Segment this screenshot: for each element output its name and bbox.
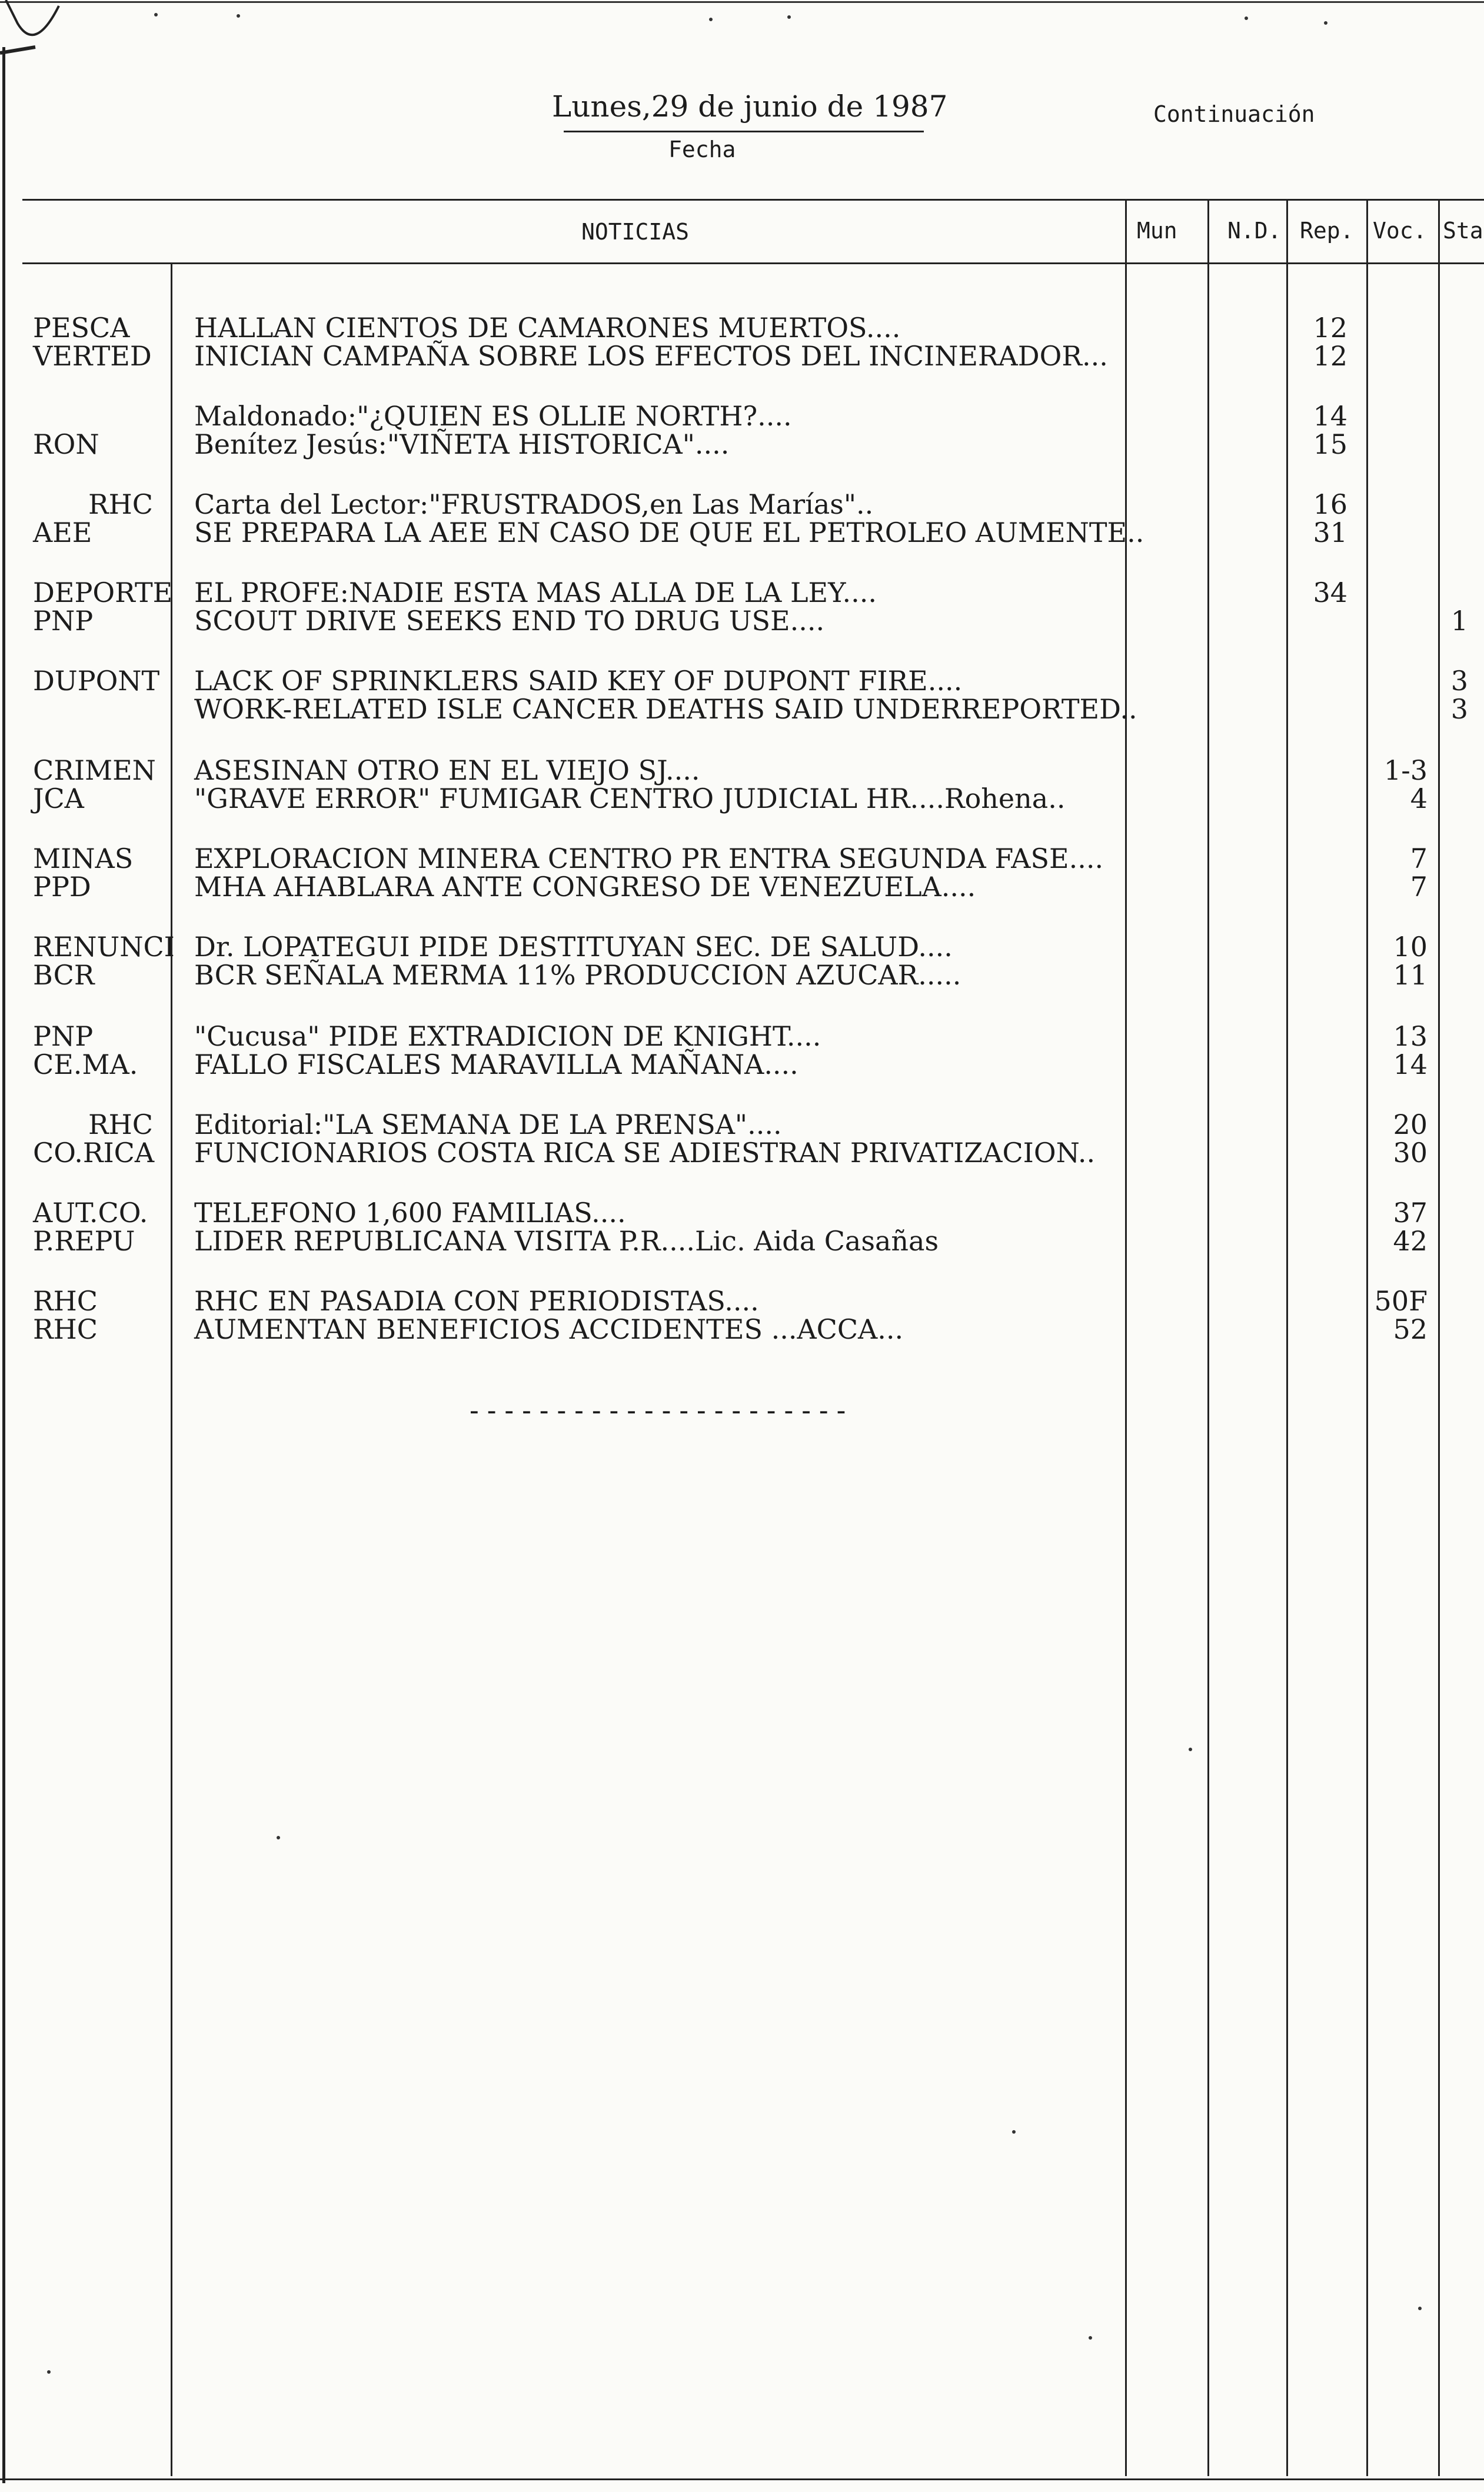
date-text: Lunes,29 de junio de 1987	[552, 89, 948, 124]
row-section-tag: PESCA	[33, 312, 130, 344]
row-voc-page: 10	[1393, 931, 1428, 963]
row-voc-page: 11	[1393, 959, 1428, 991]
speck	[47, 2370, 51, 2374]
row-voc-page: 4	[1410, 783, 1428, 814]
column-divider-rep	[1286, 199, 1288, 2476]
row-section-tag: RHC	[33, 1285, 98, 1317]
row-headline: SE PREPARA LA AEE EN CASO DE QUE EL PETROLEO AUMENTE..	[194, 517, 1144, 548]
row-headline: Editorial:"LA SEMANA DE LA PRENSA"....	[194, 1109, 782, 1140]
row-section-tag: PNP	[33, 605, 94, 637]
column-header-mun: Mun	[1137, 218, 1177, 244]
row-section-tag: RHC	[33, 1313, 98, 1345]
column-divider-nd	[1207, 199, 1209, 2476]
row-section-tag: MINAS	[33, 843, 134, 874]
speck	[1245, 16, 1248, 20]
date-underline	[564, 131, 924, 132]
row-rep-page: 31	[1313, 517, 1347, 548]
speck	[154, 13, 158, 16]
row-headline: Maldonado:"¿QUIEN ES OLLIE NORTH?....	[194, 400, 792, 432]
row-section-tag: PNP	[33, 1020, 94, 1052]
row-rep-page: 14	[1313, 400, 1347, 432]
row-rep-page: 12	[1313, 312, 1347, 344]
row-headline: LIDER REPUBLICANA VISITA P.R....Lic. Aida Casañas	[194, 1225, 939, 1257]
row-sta-page: 1	[1450, 605, 1468, 637]
row-voc-page: 30	[1393, 1137, 1428, 1169]
row-headline: SCOUT DRIVE SEEKS END TO DRUG USE....	[194, 605, 825, 637]
left-margin-line	[2, 47, 5, 2483]
column-header-nd: N.D.	[1227, 218, 1282, 244]
row-voc-page: 20	[1393, 1109, 1428, 1140]
row-rep-page: 12	[1313, 340, 1347, 372]
top-edge	[0, 1, 1484, 3]
continuation-label: Continuación	[1153, 101, 1315, 127]
row-section-tag: CRIMEN	[33, 754, 156, 786]
row-section-tag: RON	[33, 428, 99, 460]
table-top-rule	[22, 199, 1484, 201]
speck	[709, 18, 713, 21]
speck	[1012, 2130, 1016, 2134]
column-divider-voc	[1366, 199, 1368, 2476]
row-headline: INICIAN CAMPAÑA SOBRE LOS EFECTOS DEL INCINERADOR...	[194, 340, 1108, 372]
row-voc-page: 42	[1393, 1225, 1428, 1257]
end-of-list-rule: ----------------------	[466, 1395, 851, 1426]
speck	[787, 15, 791, 19]
row-headline: "GRAVE ERROR" FUMIGAR CENTRO JUDICIAL HR....Rohena..	[194, 783, 1066, 814]
column-header-voc: Voc.	[1373, 218, 1427, 244]
row-section-tag: AEE	[33, 517, 92, 548]
row-sta-page: 3	[1450, 693, 1468, 725]
column-header-noticias: NOTICIAS	[581, 219, 690, 245]
row-headline: LACK OF SPRINKLERS SAID KEY OF DUPONT FIRE....	[194, 665, 963, 697]
row-voc-page: 7	[1410, 843, 1428, 874]
row-headline: BCR SEÑALA MERMA 11% PRODUCCION AZUCAR.....	[194, 959, 961, 991]
row-voc-page: 50F	[1374, 1285, 1428, 1317]
row-voc-page: 37	[1393, 1197, 1428, 1229]
row-headline: FUNCIONARIOS COSTA RICA SE ADIESTRAN PRIVATIZACION..	[194, 1137, 1096, 1169]
column-header-sta: Sta	[1443, 218, 1483, 244]
row-headline: WORK-RELATED ISLE CANCER DEATHS SAID UNDERREPORTED..	[194, 693, 1137, 725]
speck	[1418, 2307, 1422, 2310]
bottom-rule	[0, 2478, 1484, 2480]
row-sta-page: 3	[1450, 665, 1468, 697]
row-headline: EL PROFE:NADIE ESTA MAS ALLA DE LA LEY....	[194, 577, 877, 608]
row-headline: TELEFONO 1,600 FAMILIAS....	[194, 1197, 626, 1229]
speck	[237, 14, 240, 18]
row-section-tag: VERTED	[33, 340, 152, 372]
row-section-tag: BCR	[33, 959, 95, 991]
row-headline: "Cucusa" PIDE EXTRADICION DE KNIGHT....	[194, 1020, 821, 1052]
row-headline: RHC EN PASADIA CON PERIODISTAS....	[194, 1285, 759, 1317]
row-rep-page: 34	[1313, 577, 1347, 608]
speck	[1089, 2336, 1092, 2340]
speck	[277, 1836, 280, 1839]
row-headline: Dr. LOPATEGUI PIDE DESTITUYAN SEC. DE SALUD....	[194, 931, 953, 963]
row-section-tag: CE.MA.	[33, 1049, 138, 1080]
row-headline: EXPLORACION MINERA CENTRO PR ENTRA SEGUNDA FASE....	[194, 843, 1104, 874]
corner-fold-mark	[0, 0, 65, 65]
row-voc-page: 52	[1393, 1313, 1428, 1345]
row-section-tag: CO.RICA	[33, 1137, 155, 1169]
row-headline: HALLAN CIENTOS DE CAMARONES MUERTOS....	[194, 312, 901, 344]
row-rep-page: 15	[1313, 428, 1347, 460]
speck	[1324, 21, 1327, 25]
row-voc-page: 14	[1393, 1049, 1428, 1080]
row-section-tag: PPD	[33, 871, 91, 903]
row-headline: Benítez Jesús:"VIÑETA HISTORICA"....	[194, 428, 730, 460]
row-headline: MHA AHABLARA ANTE CONGRESO DE VENEZUELA....	[194, 871, 976, 903]
row-section-tag: RHC	[88, 1109, 153, 1140]
table-header-rule	[22, 262, 1484, 264]
row-rep-page: 16	[1313, 488, 1347, 520]
row-section-tag: RHC	[88, 488, 153, 520]
row-section-tag: JCA	[33, 783, 84, 814]
row-headline: ASESINAN OTRO EN EL VIEJO SJ....	[194, 754, 700, 786]
date-label: Fecha	[668, 137, 736, 162]
row-headline: AUMENTAN BENEFICIOS ACCIDENTES ...ACCA...	[194, 1313, 904, 1345]
row-headline: Carta del Lector:"FRUSTRADOS,en Las Marías"..	[194, 488, 874, 520]
column-header-rep: Rep.	[1300, 218, 1354, 244]
row-voc-page: 1-3	[1383, 754, 1428, 786]
column-divider-sta	[1438, 199, 1440, 2476]
speck	[1189, 1748, 1192, 1751]
row-voc-page: 7	[1410, 871, 1428, 903]
row-section-tag: DUPONT	[33, 665, 160, 697]
row-voc-page: 13	[1393, 1020, 1428, 1052]
row-section-tag: P.REPU	[33, 1225, 135, 1257]
row-section-tag: DEPORTE	[33, 577, 173, 608]
row-section-tag: RENUNCI	[33, 931, 175, 963]
row-headline: FALLO FISCALES MARAVILLA MAÑANA....	[194, 1049, 798, 1080]
row-section-tag: AUT.CO.	[33, 1197, 148, 1229]
